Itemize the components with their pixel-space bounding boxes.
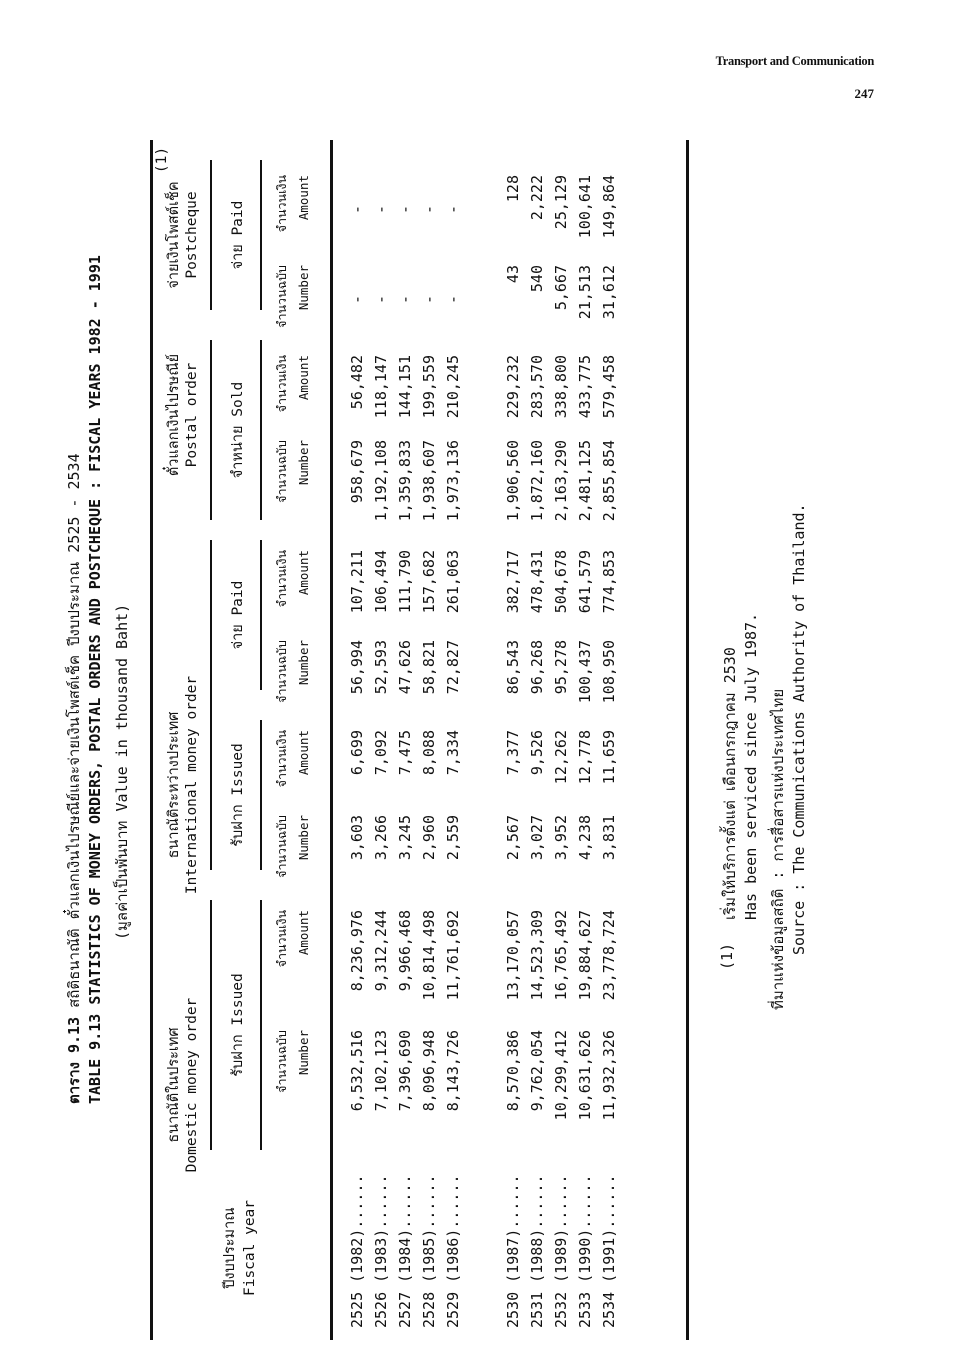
group-header-th: จ่ายเงินโพสต์เช็ค	[166, 181, 182, 289]
value-cell: 11,761,692	[444, 910, 462, 1001]
value-cell: 958,679	[348, 440, 366, 504]
value-cell: 10,631,626	[576, 1030, 594, 1121]
source-en: Source : The Communications Authority of Thailand.	[790, 503, 808, 955]
value-cell: 7,475	[396, 730, 414, 776]
value-cell: -	[348, 205, 366, 215]
number-label-en: Number	[296, 265, 311, 311]
fiscal-year-cell: 2528 (1985)......	[420, 1174, 438, 1328]
group-header-th: ธนาณัติระหว่างประเทศ	[166, 711, 182, 859]
value-cell: 107,211	[348, 550, 366, 614]
subgroup-rule	[260, 900, 262, 1150]
value-cell: 1,938,607	[420, 440, 438, 522]
value-cell: 95,278	[552, 640, 570, 695]
value-cell: 283,570	[528, 355, 546, 419]
value-cell: 9,762,054	[528, 1030, 546, 1112]
value-cell: 111,790	[396, 550, 414, 614]
value-cell: 8,143,726	[444, 1030, 462, 1112]
number-label-th: จำนวนฉบับ	[274, 815, 289, 878]
value-cell: 12,262	[552, 730, 570, 785]
value-cell: 19,884,627	[576, 910, 594, 1001]
value-cell: 3,831	[600, 815, 618, 861]
table-unit: (มูลค่าเป็นพันบาท Value in thousand Baht)	[113, 603, 131, 940]
value-cell: 21,513	[576, 265, 594, 320]
amount-label-en: Amount	[296, 910, 311, 956]
value-cell: 1,359,833	[396, 440, 414, 522]
value-cell: -	[444, 295, 462, 305]
value-cell: 641,579	[576, 550, 594, 614]
value-cell: 504,678	[552, 550, 570, 614]
subgroup-header: รับฝาก Issued	[230, 973, 246, 1077]
subgroup-header: จ่าย Paid	[230, 580, 246, 650]
value-cell: 100,437	[576, 640, 594, 704]
value-cell: 1,872,160	[528, 440, 546, 522]
group-header-en: Postcheque	[184, 191, 200, 279]
value-cell: 3,027	[528, 815, 546, 861]
value-cell: 7,396,690	[396, 1030, 414, 1112]
value-cell: -	[372, 205, 390, 215]
value-cell: 47,626	[396, 640, 414, 695]
footnote-en: Has been serviced since July 1987.	[742, 612, 760, 920]
group-header-en: Domestic money order	[184, 997, 200, 1173]
subgroup-header: จ่าย Paid	[230, 200, 246, 270]
postcheque-footnote-ref: (1)	[154, 146, 170, 174]
value-cell: 3,266	[372, 815, 390, 861]
table-top-rule	[150, 140, 153, 1340]
subgroup-rule	[260, 160, 262, 310]
amount-label-th: จำนวนเงิน	[274, 730, 289, 788]
amount-label-en: Amount	[296, 730, 311, 776]
group-header-en: Postal order	[184, 362, 200, 468]
value-cell: 10,299,412	[552, 1030, 570, 1121]
subgroup-rule	[260, 540, 262, 690]
amount-label-en: Amount	[296, 355, 311, 401]
value-cell: 4,238	[576, 815, 594, 861]
value-cell: 11,659	[600, 730, 618, 785]
amount-label-th: จำนวนเงิน	[274, 355, 289, 413]
table-number-en: TABLE 9.13	[86, 1013, 104, 1104]
number-label-en: Number	[296, 815, 311, 861]
group-rule	[210, 900, 212, 1150]
value-cell: 52,593	[372, 640, 390, 695]
value-cell: -	[348, 295, 366, 305]
amount-label-en: Amount	[296, 550, 311, 596]
value-cell: 6,532,516	[348, 1030, 366, 1112]
value-cell: 8,088	[420, 730, 438, 776]
value-cell: 86,543	[504, 640, 522, 695]
number-label-th: จำนวนฉบับ	[274, 440, 289, 503]
running-head: Transport and Communication	[715, 54, 874, 68]
value-cell: 433,775	[576, 355, 594, 419]
value-cell: 774,853	[600, 550, 618, 614]
amount-label-en: Amount	[296, 175, 311, 221]
subgroup-rule	[260, 340, 262, 520]
table-title-en-text: STATISTICS OF MONEY ORDERS, POSTAL ORDERS AND POSTCHEQUE : FISCAL YEARS 1982 - 1991	[86, 255, 104, 1005]
value-cell: 7,334	[444, 730, 462, 776]
value-cell: 118,147	[372, 355, 390, 419]
amount-label-th: จำนวนเงิน	[274, 175, 289, 233]
number-label-th: จำนวนฉบับ	[274, 265, 289, 328]
value-cell: 128	[504, 175, 522, 203]
value-cell: 6,699	[348, 730, 366, 776]
fiscal-year-cell: 2527 (1984)......	[396, 1174, 414, 1328]
value-cell: 478,431	[528, 550, 546, 614]
value-cell: 9,966,468	[396, 910, 414, 992]
value-cell: 11,932,326	[600, 1030, 618, 1121]
value-cell: 12,778	[576, 730, 594, 785]
value-cell: 10,814,498	[420, 910, 438, 1001]
fiscal-year-cell: 2525 (1982)......	[348, 1174, 366, 1328]
value-cell: 16,765,492	[552, 910, 570, 1001]
page-number: 247	[854, 86, 874, 101]
table-title-th	[62, 453, 86, 1104]
value-cell: -	[444, 205, 462, 215]
header-bottom-rule	[330, 140, 333, 1340]
value-cell: 25,129	[552, 175, 570, 230]
number-label-en: Number	[296, 440, 311, 486]
value-cell: 210,245	[444, 355, 462, 419]
value-cell: 579,458	[600, 355, 618, 419]
amount-label-th: จำนวนเงิน	[274, 910, 289, 968]
value-cell: 72,827	[444, 640, 462, 695]
fiscal-year-cell: 2531 (1988)......	[528, 1174, 546, 1328]
value-cell: 1,906,560	[504, 440, 522, 522]
fiscal-year-cell: 2534 (1991)......	[600, 1174, 618, 1328]
value-cell: 9,526	[528, 730, 546, 776]
value-cell: -	[372, 295, 390, 305]
value-cell: 8,570,386	[504, 1030, 522, 1112]
group-rule	[210, 160, 212, 310]
value-cell: 3,952	[552, 815, 570, 861]
fiscal-year-cell: 2532 (1989)......	[552, 1174, 570, 1328]
value-cell: 108,950	[600, 640, 618, 704]
value-cell: 100,641	[576, 175, 594, 239]
rotated-table-page	[58, 40, 858, 1340]
number-label-en: Number	[296, 1030, 311, 1076]
value-cell: 8,096,948	[420, 1030, 438, 1112]
table-number-th: ตาราง 9.13	[65, 1016, 83, 1104]
fiscal-year-header-th: ปีงบประมาณ	[222, 1207, 238, 1289]
group-header-th: ธนาณัติในประเทศ	[166, 1027, 182, 1143]
value-cell: 56,994	[348, 640, 366, 695]
value-cell: 1,192,108	[372, 440, 390, 522]
value-cell: 8,236,976	[348, 910, 366, 992]
fiscal-year-cell: 2533 (1990)......	[576, 1174, 594, 1328]
value-cell: 7,377	[504, 730, 522, 776]
fiscal-year-header-en: Fiscal year	[242, 1199, 258, 1297]
value-cell: 106,494	[372, 550, 390, 614]
group-header-en: International money order	[184, 675, 200, 895]
fiscal-year-cell: 2529 (1986)......	[444, 1174, 462, 1328]
subgroup-header: จำหน่าย Sold	[230, 381, 246, 479]
table-title-th-text: สถิติธนาณัติ ตั๋วแลกเงินไปรษณีย์และจ่ายเงินโพสต์เช็ค ปีงบประมาณ 2525 - 2534	[65, 453, 83, 1008]
value-cell: 1,973,136	[444, 440, 462, 522]
number-label-th: จำนวนฉบับ	[274, 640, 289, 703]
group-header-th: ตั๋วแลกเงินไปรษณีย์	[166, 353, 182, 477]
number-label-en: Number	[296, 640, 311, 686]
value-cell: -	[396, 295, 414, 305]
fiscal-year-cell: 2526 (1983)......	[372, 1174, 390, 1328]
table-title-en	[86, 255, 104, 1104]
footnote-marker: (1)	[718, 942, 736, 970]
subgroup-rule	[260, 720, 262, 870]
value-cell: 56,482	[348, 355, 366, 410]
value-cell: 157,682	[420, 550, 438, 614]
amount-label-th: จำนวนเงิน	[274, 550, 289, 608]
value-cell: 3,245	[396, 815, 414, 861]
value-cell: -	[420, 205, 438, 215]
value-cell: 7,102,123	[372, 1030, 390, 1112]
value-cell: 96,268	[528, 640, 546, 695]
value-cell: 149,864	[600, 175, 618, 239]
value-cell: 2,855,854	[600, 440, 618, 522]
group-rule	[210, 540, 212, 870]
value-cell: 3,603	[348, 815, 366, 861]
value-cell: 31,612	[600, 265, 618, 320]
value-cell: 261,063	[444, 550, 462, 614]
value-cell: 2,481,125	[576, 440, 594, 522]
value-cell: 382,717	[504, 550, 522, 614]
value-cell: 13,170,057	[504, 910, 522, 1001]
source-th: ที่มาแห่งข้อมูลสถิติ : การสื่อสารแห่งประเทศไทย	[769, 688, 787, 1010]
value-cell: 540	[528, 265, 546, 293]
table-bottom-rule	[686, 140, 689, 1340]
group-rule	[210, 340, 212, 520]
value-cell: 14,523,309	[528, 910, 546, 1001]
value-cell: 2,559	[444, 815, 462, 861]
value-cell: 5,667	[552, 265, 570, 311]
value-cell: 43	[504, 265, 522, 284]
value-cell: 144,151	[396, 355, 414, 419]
value-cell: 2,567	[504, 815, 522, 861]
value-cell: 23,778,724	[600, 910, 618, 1001]
value-cell: 2,960	[420, 815, 438, 861]
value-cell: 9,312,244	[372, 910, 390, 992]
value-cell: 338,800	[552, 355, 570, 419]
value-cell: -	[420, 295, 438, 305]
subgroup-header: รับฝาก Issued	[230, 743, 246, 847]
fiscal-year-cell: 2530 (1987)......	[504, 1174, 522, 1328]
value-cell: 7,092	[372, 730, 390, 776]
value-cell: 2,163,290	[552, 440, 570, 522]
value-cell: 229,232	[504, 355, 522, 419]
number-label-th: จำนวนฉบับ	[274, 1030, 289, 1093]
value-cell: 58,821	[420, 640, 438, 695]
footnote-th: เริ่มให้บริการตั้งแต่ เดือนกรกฎาคม 2530	[721, 647, 739, 920]
value-cell: 199,559	[420, 355, 438, 419]
value-cell: -	[396, 205, 414, 215]
value-cell: 2,222	[528, 175, 546, 221]
